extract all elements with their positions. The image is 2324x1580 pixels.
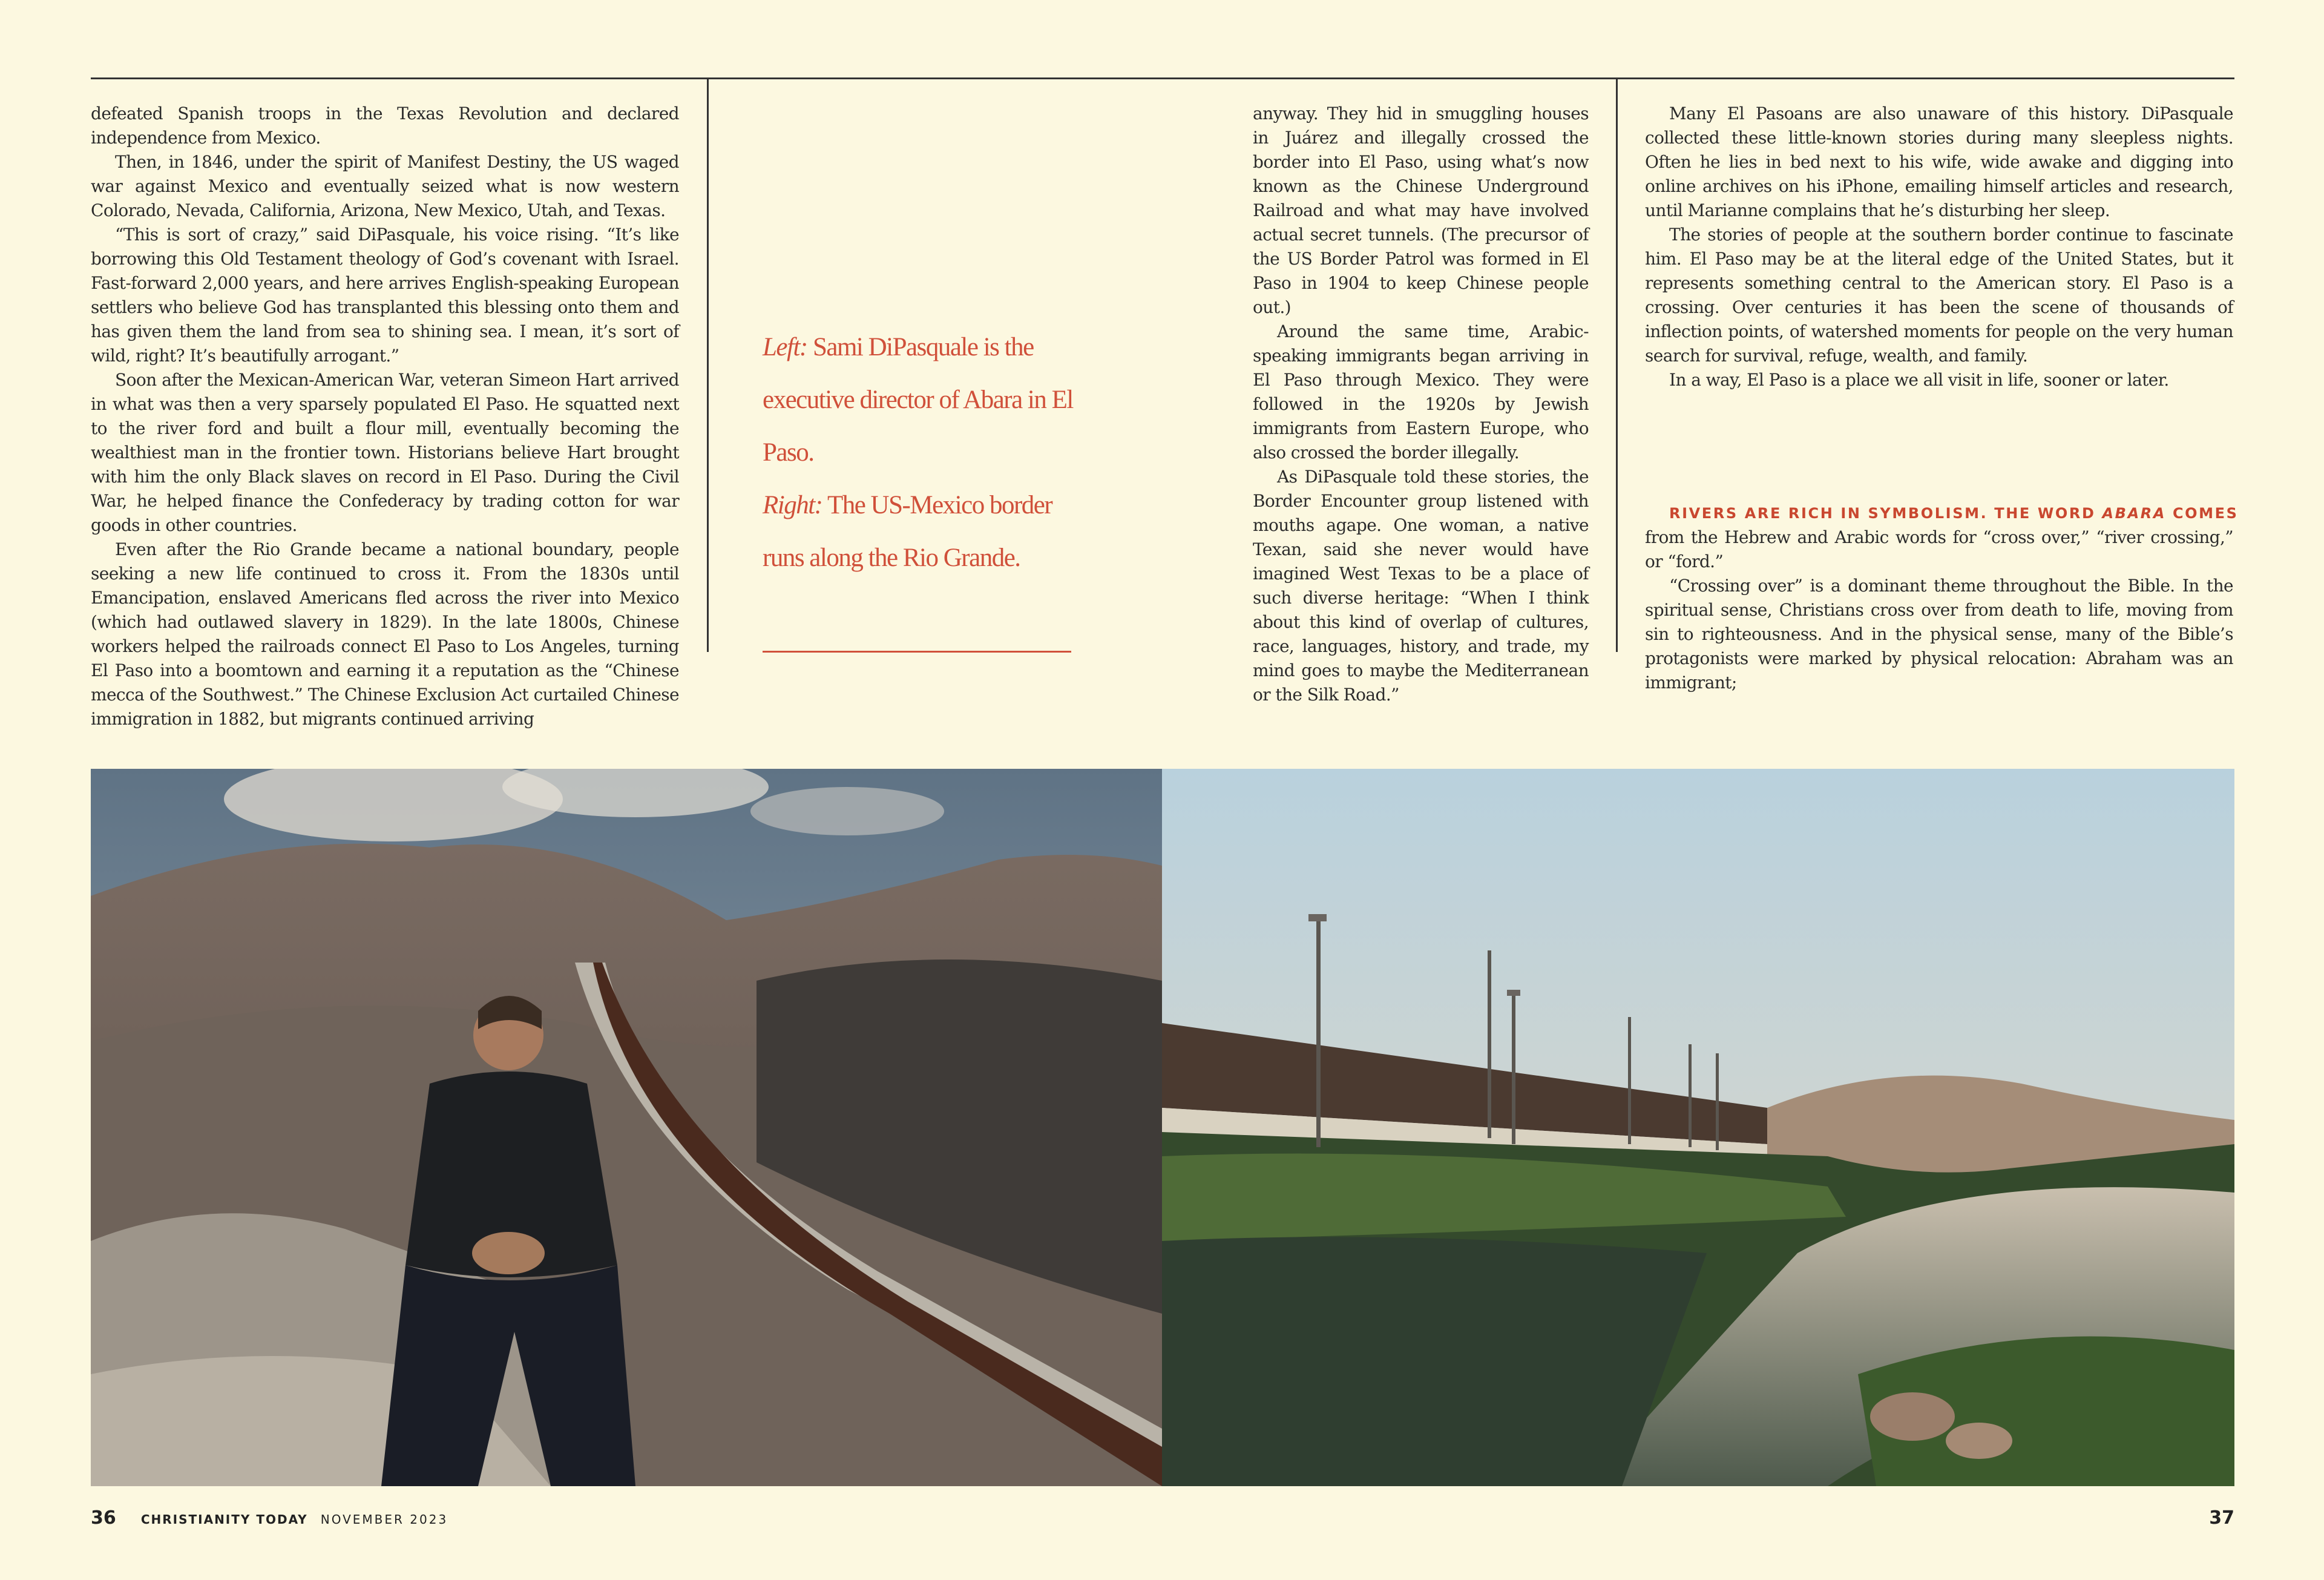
article-column-4-top	[1645, 102, 2233, 392]
photo-caption	[763, 321, 1077, 584]
caption-right-label: Right:	[763, 491, 822, 519]
column-divider-1	[707, 79, 709, 652]
page-number-right: 37	[2209, 1507, 2234, 1529]
caption-left-text: Sami DiPasquale is the executive director of Abara in El Paso.	[763, 333, 1073, 467]
article-column-3	[1253, 102, 1589, 707]
paragraph: from the Hebrew and Arabic words for “cross over,” “river crossing,” or “ford.”	[1645, 527, 2233, 571]
section-head	[1645, 501, 2239, 525]
section-head-end: COMES	[2166, 505, 2239, 522]
photo-left-portrait	[91, 769, 1162, 1486]
top-rule	[91, 77, 2234, 79]
paragraph: Soon after the Mexican-American War, veteran Simeon Hart arrived in what was then a very sparsely populated El Paso. He squatted next to the river ford and built a flour mill, eventually becoming the wealthiest man in the frontier town. Historians believe Hart brought with him the only Black slaves on record in El Paso. During the Civil War, he helped finance the Confederacy by trading cotton for war goods in other countries.	[91, 370, 679, 535]
column-divider-2	[1616, 79, 1618, 652]
caption-rule	[763, 651, 1071, 653]
footer-right	[2209, 1507, 2234, 1529]
caption-right-text: The US-Mexico border runs along the Rio Grande.	[763, 491, 1052, 572]
article-column-1	[91, 102, 679, 731]
paragraph: The stories of people at the southern border continue to fascinate him. El Paso may be at the literal edge of the United States, but it represents something central to the American story. El Paso is a crossing. Over centuries it has been the scene of thousands of inflection points, of watershed moments for people on the very human search for survival, refuge, wealth, and family.	[1645, 225, 2233, 366]
paragraph: Many El Pasoans are also unaware of this history. DiPasquale collected these little-known stories during many sleepless nights. Often he lies in bed next to his wife, wide awake and digging into online archives on his iPhone, emailing himself articles and research, until Marianne complains that he’s disturbing her sleep.	[1645, 104, 2233, 220]
photo-right-river	[1162, 769, 2234, 1486]
page-number-left: 36	[91, 1507, 116, 1529]
section-head-word: ABARA	[2102, 505, 2166, 522]
paragraph: Then, in 1846, under the spirit of Manifest Destiny, the US waged war against Mexico and eventually seized what is now western Colorado, Nevada, California, Arizona, New Mexico, Utah, and Texas.	[91, 152, 679, 220]
paragraph: anyway. They hid in smuggling houses in Juárez and illegally crossed the border into El Paso, using what’s now known as the Chinese Underground Railroad and what may have involved actual secret tunnels. (The precursor of the US Border Patrol was formed in El Paso in 1904 to keep Chinese people out.)	[1253, 104, 1589, 317]
paragraph: “Crossing over” is a dominant theme throughout the Bible. In the spiritual sense, Christians cross over from death to life, moving from sin to righteousness. And in the physical sense, many of the Bible’s protagonists were marked by physical relocation: Abraham was an immigrant;	[1645, 576, 2233, 693]
paragraph: As DiPasquale told these stories, the Border Encounter group listened with mouths agape. One woman, a native Texan, said she never would have imagined West Texas to be a place of such diverse heritage: “When I think about this kind of overlap of cultures, race, languages, history, and trade, my mind goes to maybe the Mediterranean or the Silk Road.”	[1253, 467, 1589, 705]
portrait-photo-illustration	[91, 769, 1162, 1486]
article-column-4	[1645, 102, 2239, 695]
magazine-name: CHRISTIANITY TODAY	[140, 1512, 308, 1527]
issue-date: NOVEMBER 2023	[320, 1512, 448, 1527]
caption-left-label: Left:	[763, 333, 807, 361]
article-column-4-bottom	[1645, 525, 2233, 695]
section-head-start: RIVERS ARE RICH IN SYMBOLISM. THE WORD	[1669, 505, 2102, 522]
paragraph: Around the same time, Arabic-speaking immigrants began arriving in El Paso through Mexico. They were followed in the 1920s by Jewish immigrants from Eastern Europe, who also crossed the border illegally.	[1253, 321, 1589, 462]
paragraph: defeated Spanish troops in the Texas Revolution and declared independence from Mexico.	[91, 104, 679, 148]
paragraph: “This is sort of crazy,” said DiPasquale, his voice rising. “It’s like borrowing this Old Testament theology of God’s covenant with Israel. Fast-forward 2,000 years, and here arrives English-speaking European settlers who believe God has transplanted this blessing onto them and has given them the land from sea to shining sea. I mean, it’s sort of wild, right? It’s beautifully arrogant.”	[91, 225, 679, 366]
footer-left	[91, 1507, 448, 1529]
river-photo-illustration	[1162, 769, 2234, 1486]
paragraph: In a way, El Paso is a place we all visit in life, sooner or later.	[1669, 370, 2169, 390]
paragraph: Even after the Rio Grande became a national boundary, people seeking a new life continued to cross it. From the 1830s until Emancipation, enslaved Americans fled across the river into Mexico (which had outlawed slavery in 1829). In the late 1800s, Chinese workers helped the railroads connect El Paso to Los Angeles, turning El Paso into a boomtown and earning it a reputation as the “Chinese mecca of the Southwest.” The Chinese Exclusion Act curtailed Chinese immigration in 1882, but migrants continued arriving	[91, 539, 679, 729]
